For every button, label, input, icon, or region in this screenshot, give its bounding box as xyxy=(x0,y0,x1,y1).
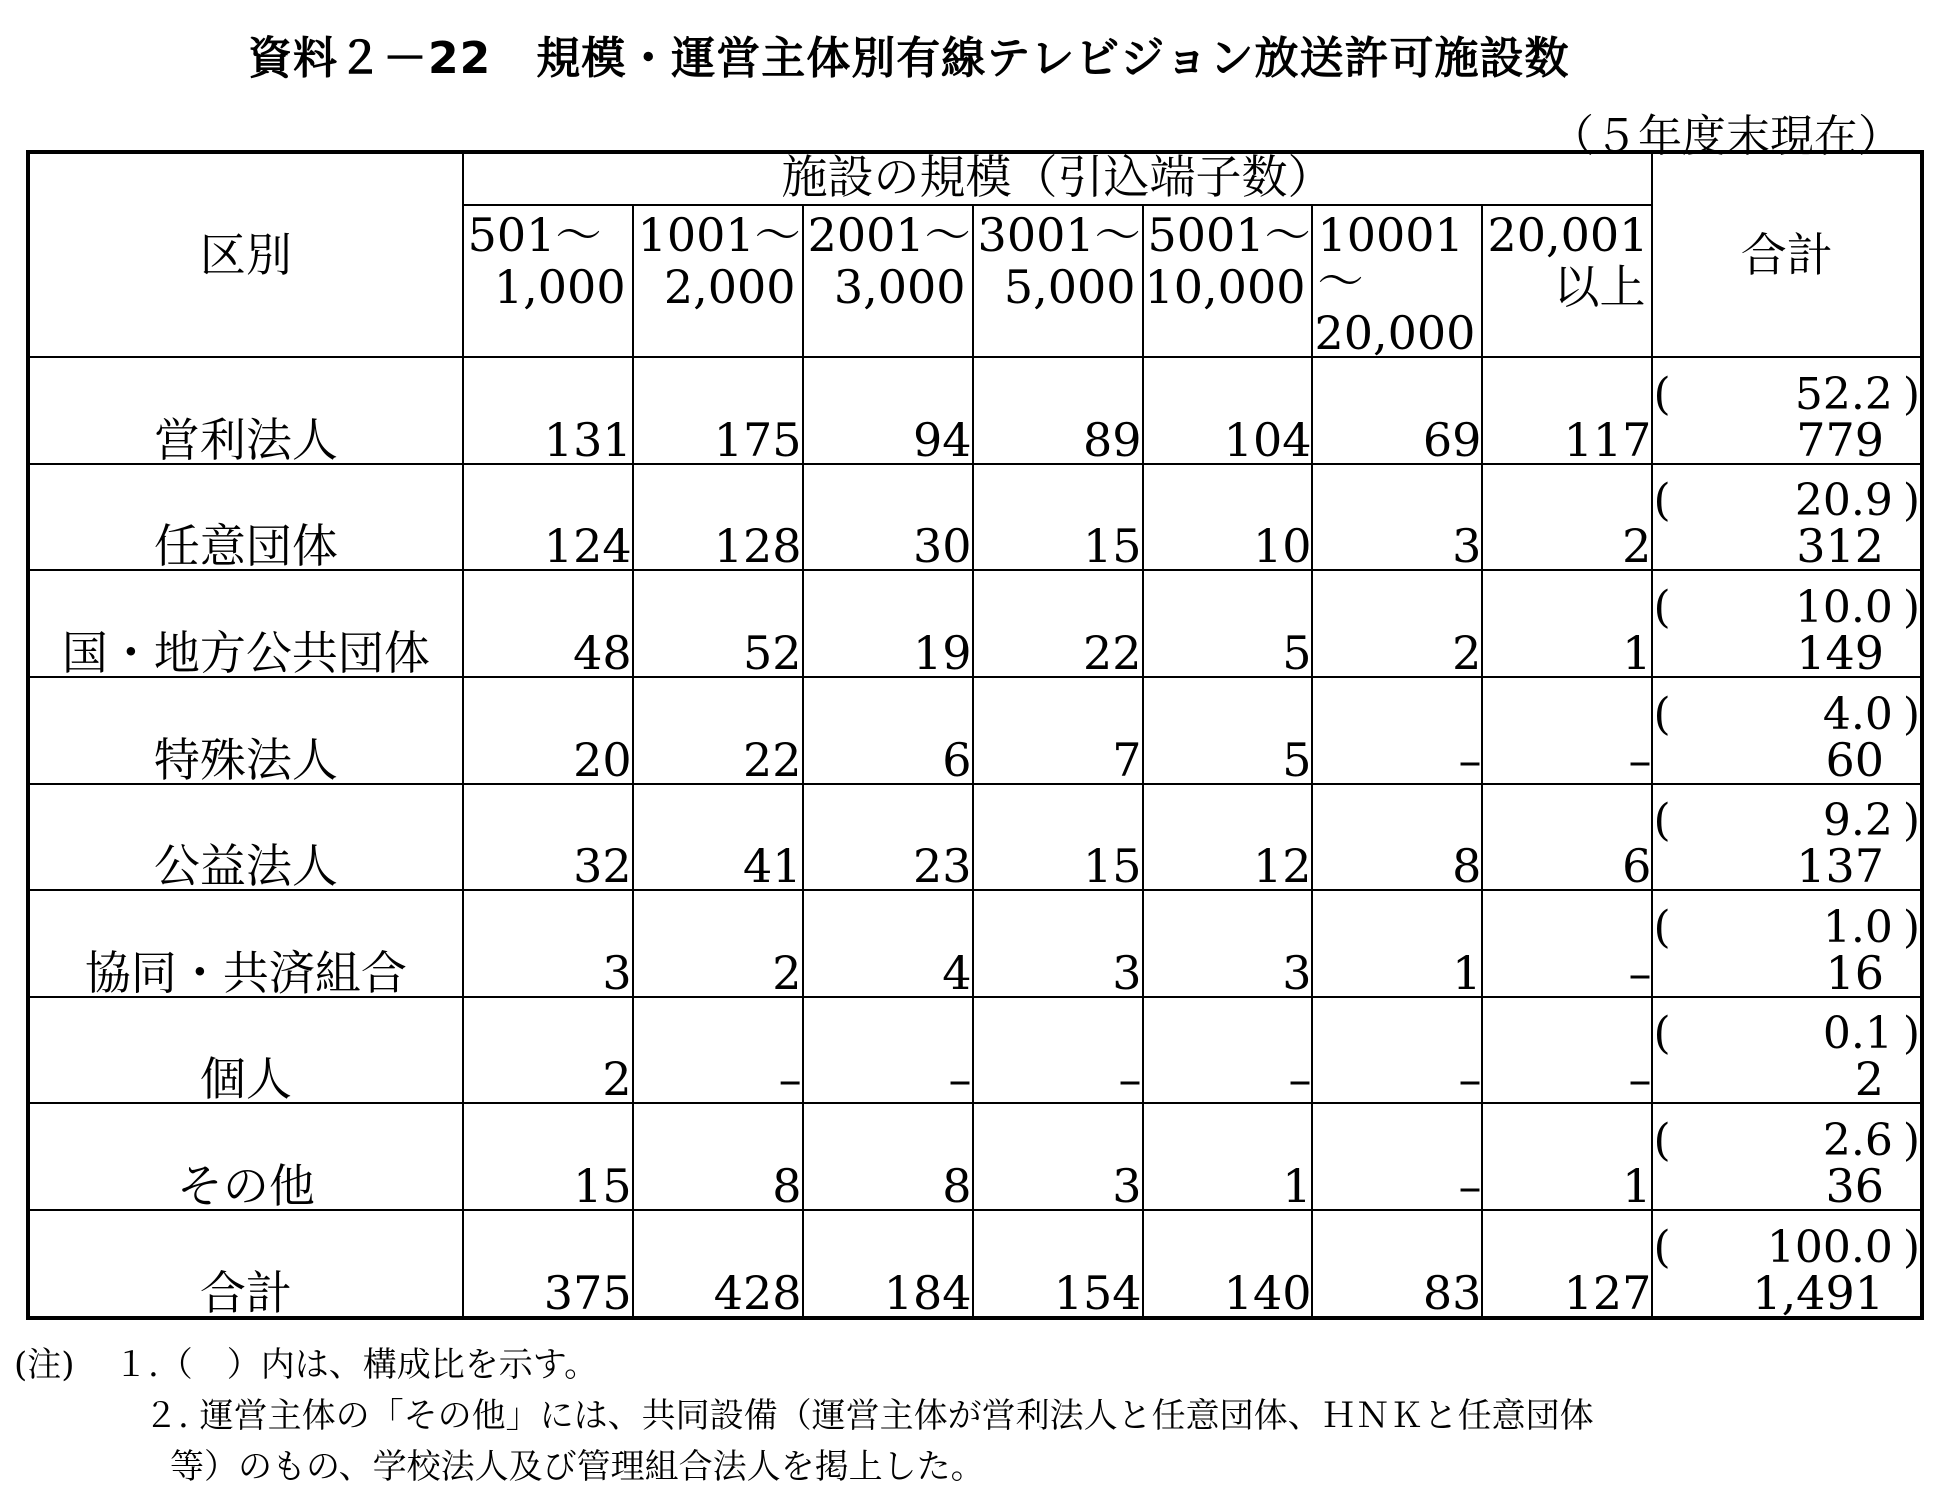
value-cell: 3 xyxy=(1312,464,1482,571)
value-cell: 2 xyxy=(1482,464,1652,571)
value-cell: 5 xyxy=(1143,677,1313,784)
row-label: 公益法人 xyxy=(28,784,463,891)
share-percent xyxy=(1653,581,1920,633)
value-cell: – xyxy=(973,997,1143,1104)
value-cell: 2 xyxy=(633,890,803,997)
value-cell: 127 xyxy=(1482,1210,1652,1318)
value-cell: 8 xyxy=(1312,784,1482,891)
value-cell: – xyxy=(1312,997,1482,1104)
value-cell: – xyxy=(803,997,973,1104)
share-percent xyxy=(1653,1222,1920,1273)
row-label: 協同・共済組合 xyxy=(28,890,463,997)
row-label: 営利法人 xyxy=(28,357,463,464)
value-cell: 3 xyxy=(973,890,1143,997)
row-label: 任意団体 xyxy=(28,464,463,571)
value-cell: – xyxy=(1482,890,1652,997)
table-row xyxy=(28,677,1922,784)
range-header xyxy=(633,205,803,357)
paren-open: ( xyxy=(1653,368,1671,420)
row-header: 区別 xyxy=(28,152,463,357)
range-high: 20,000 xyxy=(1314,306,1476,360)
share-percent xyxy=(1653,1008,1920,1060)
range-high: 10,000 xyxy=(1144,260,1306,314)
share-percent xyxy=(1653,795,1920,847)
row-label: その他 xyxy=(28,1103,463,1210)
value-cell: 5 xyxy=(1143,570,1313,677)
table-row xyxy=(28,997,1922,1104)
range-low: 2001～ xyxy=(807,208,971,262)
range-low: 5001～ xyxy=(1147,208,1311,262)
value-cell: 3 xyxy=(463,890,633,997)
range-header xyxy=(463,205,633,357)
note-1: (注) １.（ ）内は、構成比を示す。 xyxy=(14,1340,1594,1391)
share-percent xyxy=(1653,901,1920,953)
value-cell: – xyxy=(1482,677,1652,784)
paren-close: ) xyxy=(1902,1222,1920,1273)
share-value: 52.2 xyxy=(1794,368,1893,420)
table-row xyxy=(28,1210,1922,1318)
value-cell: 30 xyxy=(803,464,973,571)
share-percent xyxy=(1653,368,1920,420)
paren-close: ) xyxy=(1902,688,1920,740)
value-cell: 15 xyxy=(973,784,1143,891)
total-value: 1,491 xyxy=(1752,1266,1884,1320)
notes xyxy=(14,1340,1594,1493)
value-cell: 1 xyxy=(1143,1103,1313,1210)
value-cell: 15 xyxy=(463,1103,633,1210)
value-cell: 128 xyxy=(633,464,803,571)
note-2-cont: 等）のもの、学校法人及び管理組合法人を掲上した。 xyxy=(170,1447,985,1487)
value-cell: 1 xyxy=(1482,570,1652,677)
range-low: 20,001 xyxy=(1487,208,1649,262)
paren-open: ( xyxy=(1653,901,1671,953)
value-cell: 1 xyxy=(1482,1103,1652,1210)
value-cell: 6 xyxy=(803,677,973,784)
value-cell: 1 xyxy=(1312,890,1482,997)
range-high: 2,000 xyxy=(663,260,796,314)
share-percent xyxy=(1653,1115,1920,1167)
value-cell: 4 xyxy=(803,890,973,997)
total-value: 137 xyxy=(1796,839,1884,894)
value-cell: 3 xyxy=(973,1103,1143,1210)
value-cell: 94 xyxy=(803,357,973,464)
range-low: 501～ xyxy=(467,208,602,262)
table-row xyxy=(28,464,1922,571)
value-cell: 428 xyxy=(633,1210,803,1318)
total-cell xyxy=(1652,464,1922,574)
value-cell: 175 xyxy=(633,357,803,464)
value-cell: 15 xyxy=(973,464,1143,571)
value-cell: – xyxy=(1143,997,1313,1104)
total-value: 312 xyxy=(1796,519,1884,574)
table-body xyxy=(28,357,1922,1318)
table-row xyxy=(28,784,1922,891)
value-cell: 22 xyxy=(973,570,1143,677)
paren-open: ( xyxy=(1653,581,1671,633)
total-value: 149 xyxy=(1796,625,1884,680)
value-cell: 375 xyxy=(463,1210,633,1318)
share-value: 9.2 xyxy=(1822,795,1893,847)
share-value: 1.0 xyxy=(1822,901,1893,953)
paren-open: ( xyxy=(1653,1115,1671,1167)
paren-close: ) xyxy=(1902,368,1920,420)
paren-close: ) xyxy=(1902,795,1920,847)
share-value: 2.6 xyxy=(1822,1115,1893,1167)
value-cell: – xyxy=(1312,1103,1482,1210)
range-low: 3001～ xyxy=(977,208,1141,262)
paren-open: ( xyxy=(1653,475,1671,527)
value-cell: 22 xyxy=(633,677,803,784)
value-cell: – xyxy=(633,997,803,1104)
range-high: 1,000 xyxy=(493,260,626,314)
table-row xyxy=(28,357,1922,464)
total-cell xyxy=(1652,1210,1922,1318)
total-value: 16 xyxy=(1825,945,1884,1000)
value-cell: 32 xyxy=(463,784,633,891)
range-header xyxy=(1312,205,1482,360)
note-2: ２. 運営主体の「その他」には、共同設備（運営主体が営利法人と任意団体、ＨＮＫと任意団体 xyxy=(144,1396,1594,1436)
value-cell: 41 xyxy=(633,784,803,891)
row-label: 特殊法人 xyxy=(28,677,463,784)
table-row xyxy=(28,1103,1922,1210)
value-cell: 48 xyxy=(463,570,633,677)
paren-close: ) xyxy=(1902,475,1920,527)
value-cell: 184 xyxy=(803,1210,973,1318)
total-value: 36 xyxy=(1825,1159,1884,1214)
value-cell: 131 xyxy=(463,357,633,464)
value-cell: 104 xyxy=(1143,357,1313,464)
paren-open: ( xyxy=(1653,1008,1671,1060)
value-cell: 23 xyxy=(803,784,973,891)
row-label: 個人 xyxy=(28,997,463,1104)
value-cell: 140 xyxy=(1143,1210,1313,1318)
total-cell xyxy=(1652,784,1922,894)
total-header: 合計 xyxy=(1652,152,1922,357)
total-value: 60 xyxy=(1825,732,1884,787)
notes-label: (注) xyxy=(14,1345,75,1385)
share-percent xyxy=(1653,688,1920,740)
paren-open: ( xyxy=(1653,1222,1671,1273)
total-cell xyxy=(1652,357,1922,467)
value-cell: 8 xyxy=(803,1103,973,1210)
row-label: 合計 xyxy=(28,1210,463,1318)
range-header xyxy=(973,205,1143,357)
value-cell: – xyxy=(1482,997,1652,1104)
paren-close: ) xyxy=(1902,1115,1920,1167)
value-cell: 20 xyxy=(463,677,633,784)
value-cell: 117 xyxy=(1482,357,1652,464)
total-cell xyxy=(1652,570,1922,680)
value-cell: – xyxy=(1312,677,1482,784)
table-row xyxy=(28,890,1922,997)
value-cell: 124 xyxy=(463,464,633,571)
value-cell: 89 xyxy=(973,357,1143,464)
value-cell: 8 xyxy=(633,1103,803,1210)
value-cell: 10 xyxy=(1143,464,1313,571)
value-cell: 3 xyxy=(1143,890,1313,997)
value-cell: 69 xyxy=(1312,357,1482,464)
value-cell: 6 xyxy=(1482,784,1652,891)
total-cell xyxy=(1652,1103,1922,1214)
share-value: 4.0 xyxy=(1822,688,1893,740)
value-cell: 7 xyxy=(973,677,1143,784)
value-cell: 2 xyxy=(463,997,633,1104)
total-value: 779 xyxy=(1796,412,1884,467)
value-cell: 19 xyxy=(803,570,973,677)
table-row xyxy=(28,570,1922,677)
total-cell xyxy=(1652,677,1922,787)
share-value: 20.9 xyxy=(1794,475,1893,527)
total-cell xyxy=(1652,890,1922,1000)
total-value: 2 xyxy=(1854,1052,1884,1107)
total-cell xyxy=(1652,997,1922,1107)
range-header xyxy=(1143,205,1313,357)
range-high: 以上 xyxy=(1553,260,1646,314)
share-value: 100.0 xyxy=(1766,1222,1893,1273)
paren-close: ) xyxy=(1902,581,1920,633)
paren-open: ( xyxy=(1653,795,1671,847)
paren-close: ) xyxy=(1902,1008,1920,1060)
page-title: 資料２－22 規模・運営主体別有線テレビジョン放送許可施設数 xyxy=(248,33,1570,84)
facilities-table xyxy=(26,150,1924,1320)
share-value: 0.1 xyxy=(1822,1008,1893,1060)
range-low: 1001～ xyxy=(637,208,801,262)
range-header xyxy=(1482,205,1652,357)
range-high: 5,000 xyxy=(1003,260,1136,314)
value-cell: 52 xyxy=(633,570,803,677)
value-cell: 83 xyxy=(1312,1210,1482,1318)
share-percent xyxy=(1653,475,1920,527)
range-high: 3,000 xyxy=(833,260,966,314)
share-value: 10.0 xyxy=(1794,581,1893,633)
range-low: 10001～ xyxy=(1317,208,1464,308)
value-cell: 154 xyxy=(973,1210,1143,1318)
facility-scale-header: 施設の規模（引込端子数） xyxy=(463,152,1653,205)
as-of-date: （５年度末現在） xyxy=(1550,111,1902,162)
row-label: 国・地方公共団体 xyxy=(28,570,463,677)
range-header xyxy=(803,205,973,357)
paren-open: ( xyxy=(1653,688,1671,740)
value-cell: 12 xyxy=(1143,784,1313,891)
paren-close: ) xyxy=(1902,901,1920,953)
value-cell: 2 xyxy=(1312,570,1482,677)
